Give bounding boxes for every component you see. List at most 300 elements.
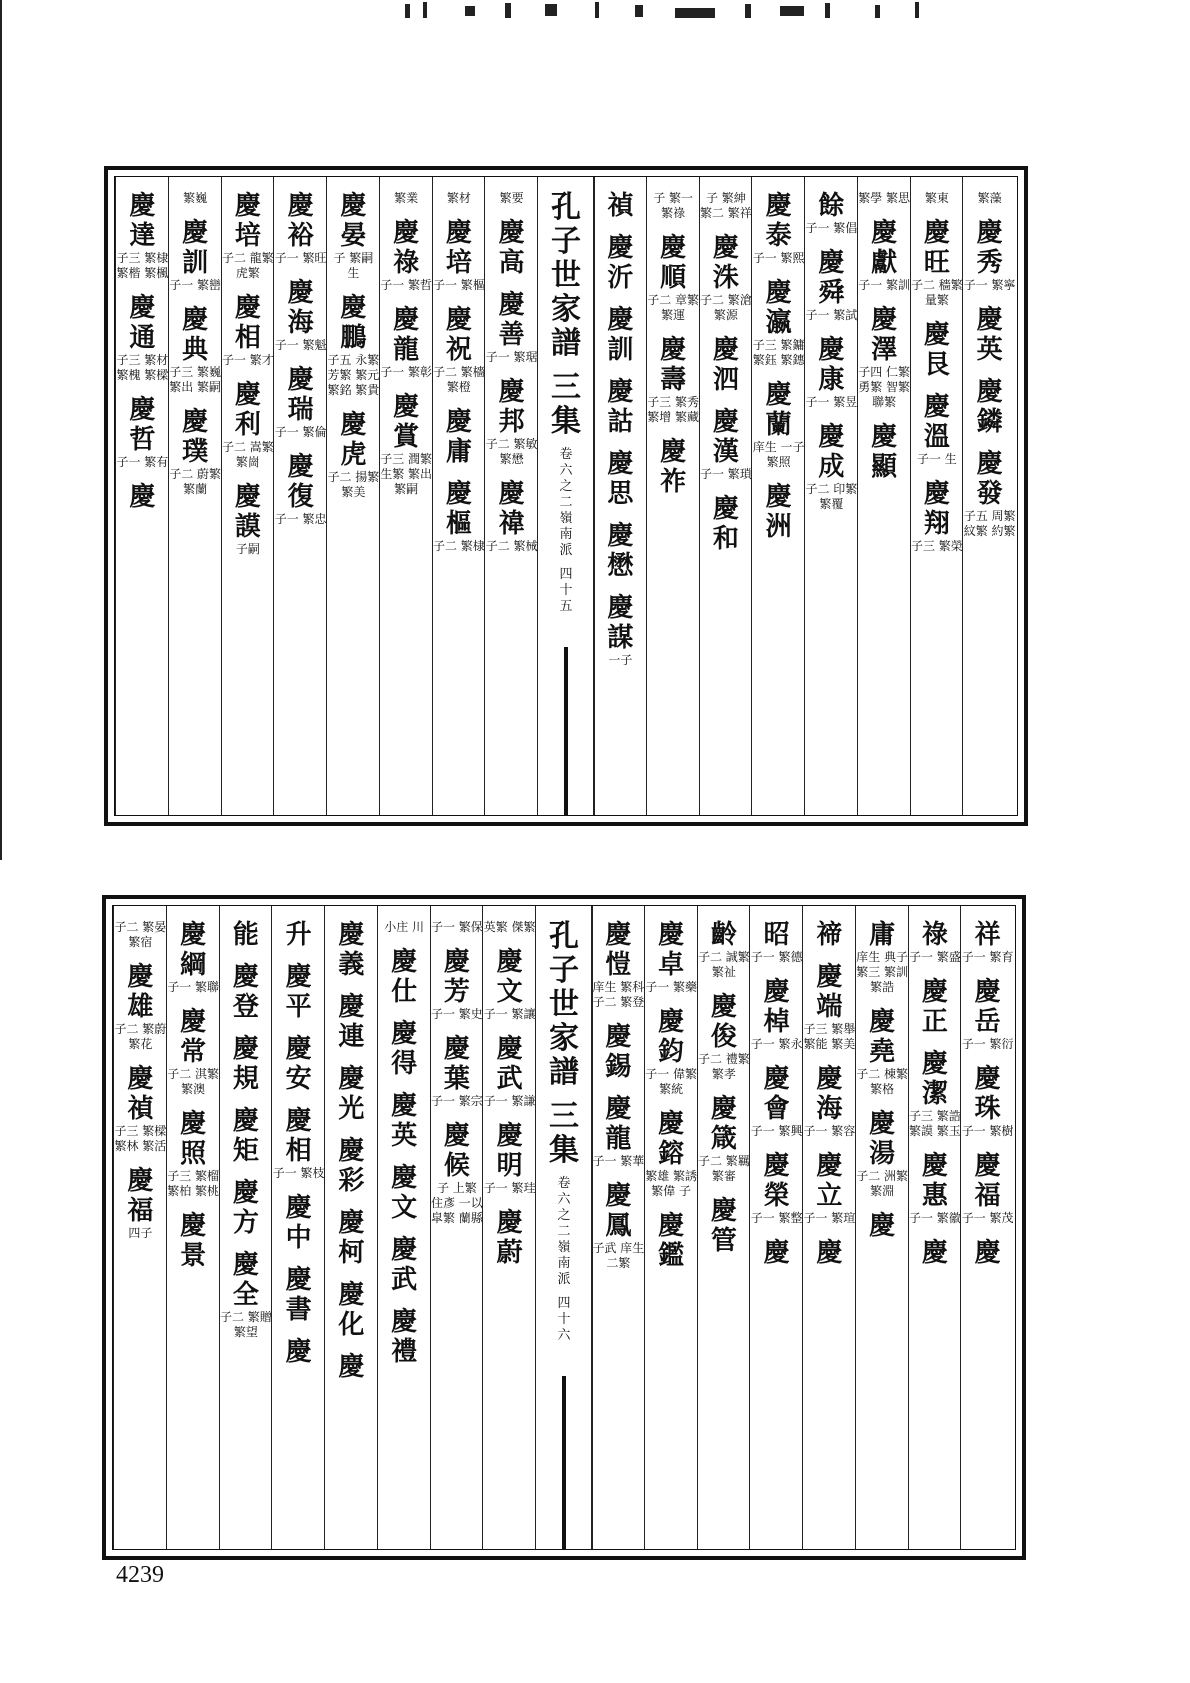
register-entry <box>911 392 964 467</box>
register-column <box>377 906 431 1549</box>
register-column <box>697 906 751 1549</box>
register-column <box>430 906 484 1549</box>
register-entry <box>272 920 325 950</box>
person-name: 慶 會 <box>763 1064 790 1124</box>
register-entry <box>114 1064 167 1154</box>
annotation-note: 子一 繁謙 <box>483 1094 536 1108</box>
person-name: 慶 正 <box>921 977 948 1037</box>
person-name: 慶 洲 <box>765 482 792 542</box>
person-name: 齡 <box>710 920 737 950</box>
register-column <box>593 177 647 815</box>
person-name: 慶 相 <box>285 1106 312 1166</box>
page-gutter <box>535 906 593 1549</box>
register-entry <box>220 1250 273 1340</box>
volume-label: 三 集 <box>549 1099 579 1168</box>
annotation-note: 子二 誠繁 繁祉 <box>697 950 750 979</box>
register-entry <box>378 1019 431 1079</box>
register-entry <box>431 1121 484 1226</box>
annotation-note: 小庄 川 <box>384 920 425 934</box>
register-entry <box>700 335 753 395</box>
register-entry <box>909 977 962 1037</box>
annotation-note: 子三 繁誥 繁謨 繁玉 <box>908 1109 961 1138</box>
register-entry <box>647 191 700 221</box>
person-name: 慶 培 <box>445 218 472 278</box>
annotation-note: 子一 繁樞 <box>432 278 485 292</box>
register-entry <box>327 293 380 398</box>
annotation-note: 子一 繁魁 <box>274 338 327 352</box>
register-entry <box>909 1049 962 1139</box>
register-column <box>326 177 380 815</box>
register-column <box>751 177 805 815</box>
register-entry <box>698 1196 751 1256</box>
register-entry <box>274 452 327 527</box>
person-name: 慶 <box>338 1352 365 1382</box>
annotation-note: 子一 繁永 <box>750 1037 803 1051</box>
person-name: 慶 海 <box>816 1064 843 1124</box>
annotation-note: 子 上繁 住彥 一以 皐繁 蘭縣 <box>430 1181 483 1225</box>
register-entry <box>378 1163 431 1223</box>
annotation-note: 庠生 一子 繁照 <box>752 440 805 469</box>
person-name: 能 <box>232 920 259 950</box>
register-entry <box>805 248 858 323</box>
person-name: 昭 <box>763 920 790 950</box>
register-entry <box>858 422 911 482</box>
register-entry <box>167 1007 220 1097</box>
annotation-note: 庠生 繁科 子二 繁登 <box>592 980 645 1009</box>
register-entry <box>803 962 856 1052</box>
person-name: 慶 顯 <box>871 422 898 482</box>
register-entry <box>961 1238 1014 1268</box>
register-entry <box>220 920 273 950</box>
register-entry <box>220 1034 273 1094</box>
person-name: 慶 復 <box>287 452 314 512</box>
annotation-note: 子一 繁衍 <box>961 1037 1014 1051</box>
top-page <box>104 166 1028 826</box>
annotation-note: 子一 繁聯 <box>167 980 220 994</box>
register-entry <box>858 218 911 293</box>
register-column <box>115 177 169 815</box>
register-entry <box>222 191 275 281</box>
register-entry <box>485 191 538 206</box>
register-column <box>804 177 858 815</box>
annotation-note: 子一 繁整 <box>750 1211 803 1225</box>
register-entry <box>856 920 909 995</box>
person-name: 慶 全 <box>232 1250 259 1310</box>
annotation-note: 庠生 典子 繁三 繁訓 繁誥 <box>856 950 909 994</box>
annotation-note: 子二 棟繁 繁格 <box>856 1067 909 1096</box>
register-column <box>857 177 911 815</box>
person-name: 慶 卓 <box>658 920 685 980</box>
person-name: 慶 謀 <box>607 593 634 653</box>
register-column <box>379 177 433 815</box>
annotation-note: 子一 繁保 <box>430 920 483 934</box>
book-title: 孔 子 世 家 譜 <box>551 190 581 361</box>
person-name: 慶 澤 <box>871 305 898 365</box>
register-entry <box>856 1211 909 1241</box>
register-entry <box>911 320 964 380</box>
person-name: 慶 瀛 <box>765 278 792 338</box>
register-entry <box>222 380 275 470</box>
person-name: 慶 芳 <box>443 947 470 1007</box>
person-name: 慶 平 <box>285 962 312 1022</box>
register-column <box>484 177 538 815</box>
annotation-note: 繁業 <box>394 191 419 205</box>
person-name: 慶 訓 <box>182 218 209 278</box>
annotation-note: 子三 繁舉 繁能 繁美 <box>803 1022 856 1051</box>
annotation-note: 子一 繁有 <box>116 455 169 469</box>
register-entry <box>431 920 484 935</box>
register-entry <box>378 947 431 1007</box>
person-name: 慶 泗 <box>712 335 739 395</box>
annotation-note: 子一 繁忠 <box>274 512 327 526</box>
register-column <box>962 177 1016 815</box>
annotation-note: 子三 潤繁 生繁 繁出 繁嗣 <box>380 452 433 496</box>
register-entry <box>169 218 222 293</box>
fish-tail-line <box>564 647 568 815</box>
person-name: 慶 訓 <box>607 305 634 365</box>
person-name: 慶 錫 <box>605 1022 632 1082</box>
annotation-note: 子五 永繁 芳繁 繁元 繁銘 繁貴 <box>327 353 380 397</box>
annotation-note: 繁要 <box>499 191 524 205</box>
annotation-note: 子一 繁琚 <box>485 350 538 364</box>
register-column <box>855 906 909 1549</box>
person-name: 慶 鳳 <box>605 1181 632 1241</box>
register-entry <box>378 920 431 935</box>
register-entry <box>909 920 962 965</box>
register-entry <box>856 1109 909 1199</box>
person-name: 慶 文 <box>391 1163 418 1223</box>
person-name: 慶 福 <box>127 1166 154 1226</box>
annotation-note: 子一 繁昱 <box>805 395 858 409</box>
register-entry <box>594 449 647 509</box>
annotation-note: 子 繁嗣 生 <box>333 251 374 280</box>
register-entry <box>594 305 647 365</box>
register-entry <box>963 377 1016 437</box>
person-name: 慶 武 <box>391 1235 418 1295</box>
person-name: 慶 中 <box>285 1193 312 1253</box>
register-entry <box>222 482 275 557</box>
annotation-note: 子一 繁哲 <box>380 278 433 292</box>
register-column <box>166 906 220 1549</box>
person-name: 慶 獻 <box>871 218 898 278</box>
register-entry <box>911 479 964 554</box>
register-entry <box>485 377 538 467</box>
register-entry <box>114 1166 167 1241</box>
register-entry <box>592 1094 645 1169</box>
register-column <box>960 906 1014 1549</box>
person-name: 慶 溫 <box>923 392 950 452</box>
person-name: 慶 鏻 <box>976 377 1003 437</box>
person-name: 慶 候 <box>443 1121 470 1181</box>
register-column <box>271 906 325 1549</box>
bottom-page <box>102 895 1026 1560</box>
register-entry <box>750 977 803 1052</box>
register-entry <box>594 593 647 668</box>
person-name: 慶 榮 <box>763 1151 790 1211</box>
register-entry <box>647 437 700 497</box>
annotation-note: 子一 繁倫 <box>274 425 327 439</box>
register-entry <box>380 191 433 206</box>
annotation-note: 子一 繁育 <box>961 950 1014 964</box>
person-name: 祿 <box>921 920 948 950</box>
annotation-note: 子一 繁倡 <box>805 221 858 235</box>
register-entry <box>325 920 378 980</box>
person-name: 慶 潔 <box>921 1049 948 1109</box>
annotation-note: 子一 繁試 <box>805 308 858 322</box>
register-entry <box>963 305 1016 365</box>
person-name: 慶 景 <box>180 1211 207 1271</box>
person-name: 慶 培 <box>234 191 261 251</box>
annotation-note: 子二 淇繁 繁澳 <box>167 1067 220 1096</box>
person-name: 慶 安 <box>285 1034 312 1094</box>
annotation-note: 子二 蔚繁 繁蘭 <box>169 467 222 496</box>
register-entry <box>594 521 647 581</box>
annotation-note: 子一 繁彰 <box>380 365 433 379</box>
register-entry <box>274 365 327 440</box>
register-entry <box>911 191 964 206</box>
person-name: 慶 方 <box>232 1178 259 1238</box>
annotation-note: 子一 繁熙 <box>752 251 805 265</box>
person-name: 慶 蔚 <box>496 1208 523 1268</box>
person-name: 慶 光 <box>338 1064 365 1124</box>
annotation-note: 子一 繁瑄 <box>803 1211 856 1225</box>
scan-edge-line <box>0 0 2 860</box>
register-entry <box>961 977 1014 1052</box>
person-name: 慶 義 <box>338 920 365 980</box>
register-entry <box>803 1064 856 1139</box>
register-entry <box>483 1121 536 1196</box>
register-entry <box>592 1022 645 1082</box>
register-entry <box>645 1109 698 1199</box>
person-name: 慶 禮 <box>391 1307 418 1367</box>
person-name: 慶 <box>921 1238 948 1268</box>
person-name: 慶 祿 <box>393 218 420 278</box>
annotation-note: 繁東 <box>924 191 949 205</box>
person-name: 慶 得 <box>391 1019 418 1079</box>
person-name: 慶 龍 <box>605 1094 632 1154</box>
register-entry <box>647 233 700 323</box>
register-entry <box>963 218 1016 293</box>
person-name: 慶 沂 <box>607 233 634 293</box>
person-name: 慶 仕 <box>391 947 418 1007</box>
person-name: 慶 洙 <box>712 233 739 293</box>
person-name: 慶 謨 <box>234 482 261 542</box>
annotation-note: 子二 繁械 <box>485 539 538 553</box>
register-entry <box>272 1034 325 1094</box>
person-name: 慶 和 <box>712 494 739 554</box>
register-entry <box>485 290 538 365</box>
annotation-note: 子二 繁敏 繁懋 <box>485 437 538 466</box>
annotation-note: 子二 繁棣 <box>432 539 485 553</box>
register-entry <box>700 233 753 323</box>
register-entry <box>325 1136 378 1196</box>
register-entry <box>272 1106 325 1181</box>
annotation-note: 子二 繁滄 繁源 <box>699 293 752 322</box>
register-entry <box>433 407 486 467</box>
person-name: 慶 規 <box>232 1034 259 1094</box>
person-name: 慶 <box>763 1238 790 1268</box>
person-name: 慶 秀 <box>976 218 1003 278</box>
annotation-note: 子一 繁樹 <box>961 1124 1014 1138</box>
person-name: 慶 綱 <box>180 920 207 980</box>
person-name: 慶 管 <box>710 1196 737 1256</box>
person-name: 慶 艮 <box>923 320 950 380</box>
register-entry <box>752 278 805 368</box>
register-entry <box>433 191 486 206</box>
annotation-note: 子二 禮繁 繁孝 <box>697 1052 750 1081</box>
annotation-note: 子二 洲繁 繁淵 <box>856 1169 909 1198</box>
register-entry <box>963 191 1016 206</box>
person-name: 慶 愷 <box>605 920 632 980</box>
person-name: 慶 <box>869 1211 896 1241</box>
person-name: 慶 鵬 <box>340 293 367 353</box>
register-entry <box>803 920 856 950</box>
annotation-note: 子一 繁珪 <box>483 1181 536 1195</box>
person-name: 禘 <box>816 920 843 950</box>
person-name: 慶 照 <box>180 1109 207 1169</box>
register-entry <box>114 962 167 1052</box>
person-name: 慶 漢 <box>712 407 739 467</box>
register-entry <box>750 920 803 965</box>
register-entry <box>592 920 645 1010</box>
person-name: 慶 珠 <box>974 1064 1001 1124</box>
person-name: 慶 相 <box>234 293 261 353</box>
person-name: 慶 晏 <box>340 191 367 251</box>
person-name: 慶 英 <box>391 1091 418 1151</box>
register-entry <box>380 218 433 293</box>
register-entry <box>909 1238 962 1268</box>
register-entry <box>594 191 647 221</box>
person-name: 慶 海 <box>287 278 314 338</box>
register-entry <box>222 293 275 368</box>
person-name: 慶 泰 <box>765 191 792 251</box>
annotation-note: 子五 周繁 紋繁 約繁 <box>963 509 1016 538</box>
person-name: 慶 禎 <box>127 1064 154 1124</box>
person-name: 慶 惠 <box>921 1151 948 1211</box>
register-entry <box>272 1265 325 1325</box>
person-name: 慶 裕 <box>287 191 314 251</box>
annotation-note: 子二 印繁 繁覆 <box>805 482 858 511</box>
annotation-note: 子二 繁贈 繁望 <box>219 1310 272 1339</box>
person-name: 慶 舜 <box>818 248 845 308</box>
register-column <box>432 177 486 815</box>
register-entry <box>805 422 858 512</box>
person-name: 慶 達 <box>129 191 156 251</box>
annotation-note: 子一 繁華 <box>592 1154 645 1168</box>
annotation-note: 子一 繁寧 <box>963 278 1016 292</box>
annotation-note: 子一 繁宗 <box>430 1094 483 1108</box>
annotation-note: 子一 繁瑣 <box>699 467 752 481</box>
register-entry <box>378 1235 431 1295</box>
person-name: 慶 璞 <box>182 407 209 467</box>
register-column <box>221 177 275 815</box>
person-name: 慶 康 <box>818 335 845 395</box>
person-name: 慶 俊 <box>710 992 737 1052</box>
volume-label: 三 集 <box>551 370 581 439</box>
annotation-note: 子三 繁材 繁槐 繁樑 <box>116 353 169 382</box>
book-title: 孔 子 世 家 譜 <box>549 919 579 1090</box>
register-entry <box>752 482 805 542</box>
register-entry <box>220 1178 273 1238</box>
register-entry <box>856 1007 909 1097</box>
person-name: 慶 祝 <box>445 305 472 365</box>
register-entry <box>433 479 486 554</box>
annotation-note: 子一 繁史 <box>430 1007 483 1021</box>
annotation-note: 子二 繁晏 繁宿 <box>114 920 167 949</box>
annotation-note: 子一 偉繁 繁統 <box>645 1067 698 1096</box>
person-name: 慶 高 <box>498 218 525 278</box>
annotation-note: 子一 繁讓 <box>483 1007 536 1021</box>
person-name: 慶 詁 <box>607 377 634 437</box>
person-name: 慶 典 <box>182 305 209 365</box>
annotation-note: 子一 繁藥 <box>645 980 698 994</box>
annotation-note: 子 繁紳 繁二 繁祥 <box>699 191 752 220</box>
person-name: 慶 <box>974 1238 1001 1268</box>
register-entry <box>698 920 751 980</box>
register-entry <box>325 1280 378 1340</box>
folio-number: 四 十 五 <box>559 567 573 614</box>
person-name: 慶 旺 <box>923 218 950 278</box>
annotation-note: 子嗣 <box>235 542 260 556</box>
register-entry <box>700 191 753 221</box>
register-entry <box>592 1181 645 1271</box>
register-entry <box>961 1064 1014 1139</box>
register-entry <box>645 1007 698 1097</box>
person-name: 慶 通 <box>129 293 156 353</box>
register-column <box>273 177 327 815</box>
register-entry <box>909 1151 962 1226</box>
register-entry <box>169 407 222 497</box>
person-name: 慶 文 <box>496 947 523 1007</box>
register-entry <box>116 482 169 512</box>
register-entry <box>433 218 486 293</box>
register-entry <box>274 191 327 266</box>
annotation-note: 子武 庠生 二繁 <box>592 1241 645 1270</box>
register-entry <box>167 920 220 995</box>
register-entry <box>700 494 753 554</box>
register-entry <box>380 392 433 497</box>
register-entry <box>378 1307 431 1367</box>
register-entry <box>431 1034 484 1109</box>
register-entry <box>325 1064 378 1124</box>
annotation-note: 子三 繁榮 <box>910 539 963 553</box>
annotation-note: 繁巍 <box>183 191 208 205</box>
register-entry <box>169 305 222 395</box>
person-name: 慶 順 <box>660 233 687 293</box>
annotation-note: 一子 <box>608 653 633 667</box>
register-entry <box>858 191 911 206</box>
person-name: 慶 箴 <box>710 1094 737 1154</box>
annotation-note: 子四 仁繁 勇繁 智繁 聯繁 <box>858 365 911 409</box>
register-entry <box>698 1094 751 1184</box>
annotation-note: 子一 繁徽 <box>908 1211 961 1225</box>
person-name: 慶 常 <box>180 1007 207 1067</box>
register-entry <box>169 191 222 206</box>
register-entry <box>325 1352 378 1382</box>
register-column <box>646 177 700 815</box>
person-name: 慶 連 <box>338 992 365 1052</box>
person-name: 慶 思 <box>607 449 634 509</box>
register-entry <box>752 380 805 470</box>
person-name: 慶 鑑 <box>658 1211 685 1271</box>
annotation-note: 子 繁一 繁祿 <box>653 191 694 220</box>
person-name: 慶 立 <box>816 1151 843 1211</box>
person-name: 慶 哲 <box>129 395 156 455</box>
person-name: 庸 <box>869 920 896 950</box>
person-name: 慶 邦 <box>498 377 525 437</box>
person-name: 餘 <box>818 191 845 221</box>
register-entry <box>963 449 1016 539</box>
